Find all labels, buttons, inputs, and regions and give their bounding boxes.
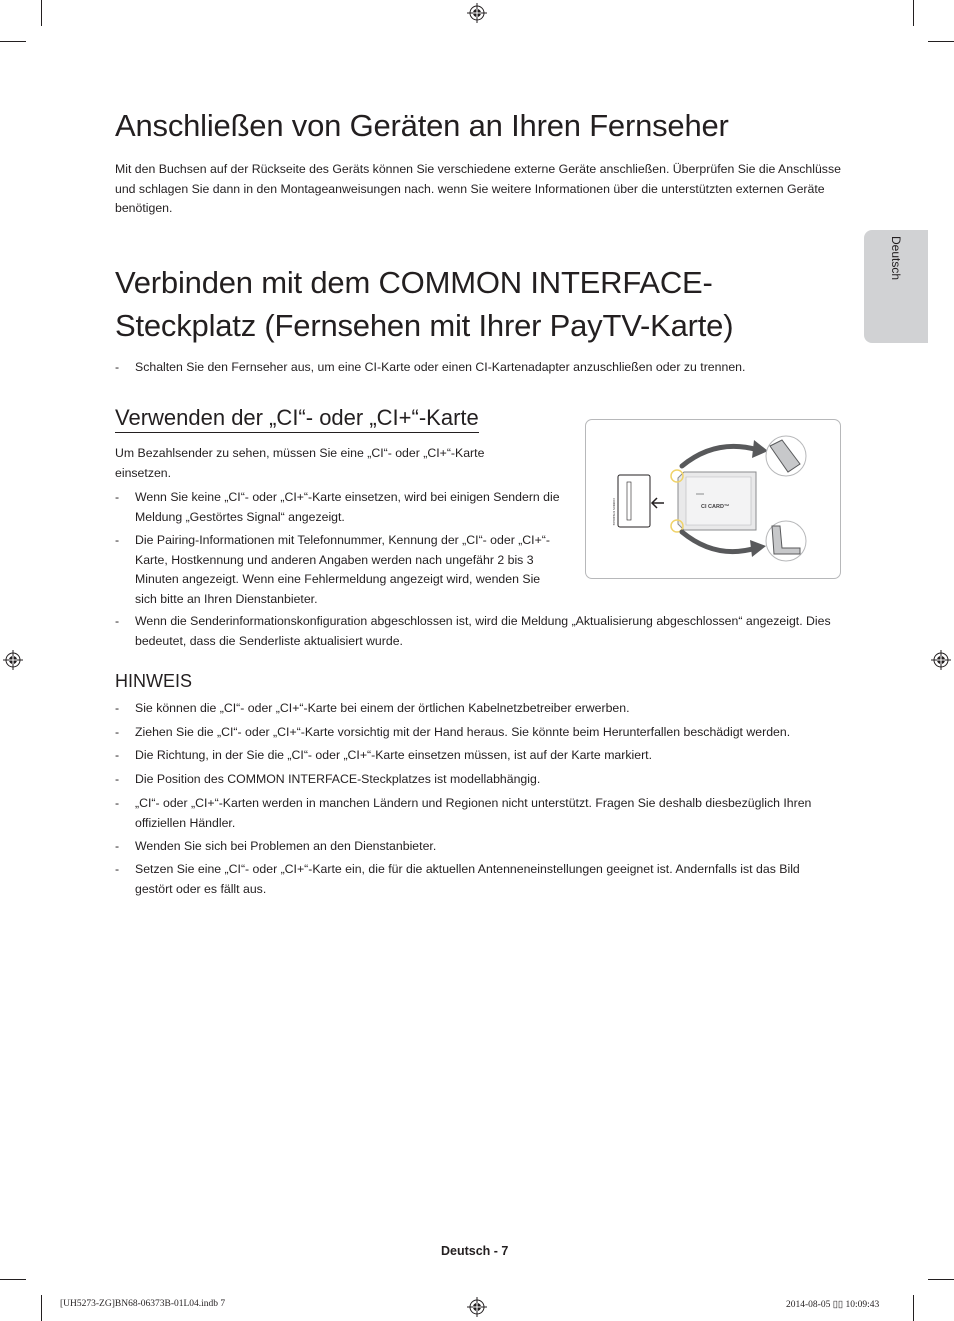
bullet-marker: - <box>115 360 120 374</box>
list-item <box>115 699 845 719</box>
bullet-marker: - <box>115 701 120 715</box>
bullet-marker: - <box>115 490 120 504</box>
list-item <box>115 860 830 899</box>
flip-arrow-bottom-head <box>750 540 766 557</box>
section-note <box>115 358 845 378</box>
slot-label: COMMON INTERFACE <box>612 498 615 526</box>
list-item-text: Ziehen Sie die „CI“- oder „CI+“-Karte vorsichtig mit der Hand heraus. Sie könnte beim Herunterfallen beschädigt werden. <box>135 725 791 739</box>
list-item <box>115 612 835 651</box>
bullet-marker: - <box>115 796 120 810</box>
registration-mark-icon <box>467 3 487 23</box>
list-item <box>115 746 845 766</box>
section-title <box>115 261 733 347</box>
section-note-text: Schalten Sie den Fernseher aus, um eine CI-Karte oder einen CI-Kartenadapter anzuschließen oder zu trennen. <box>135 360 746 374</box>
language-tab-label <box>864 230 928 343</box>
bullet-marker: - <box>115 748 120 762</box>
ci-card-body <box>686 477 751 525</box>
crop-mark <box>41 1295 42 1321</box>
crop-mark <box>0 41 26 42</box>
page-title: Anschließen von Geräten an Ihren Fernseher <box>115 108 729 143</box>
crop-mark <box>41 0 42 26</box>
section-title-line: Steckplatz (Fernsehen mit Ihrer PayTV-Karte) <box>115 308 734 343</box>
subsection-intro: Um Bezahlsender zu sehen, müssen Sie eine „CI“- oder „CI+“-Karte einsetzen. <box>115 446 485 480</box>
slot-opening <box>627 482 631 520</box>
bullet-marker: - <box>115 839 120 853</box>
crop-mark <box>913 1295 914 1321</box>
registration-mark-icon <box>467 1297 487 1317</box>
section-title-line: Verbinden mit dem COMMON INTERFACE- <box>115 265 713 300</box>
list-item <box>115 837 845 857</box>
list-item-text: Die Richtung, in der Sie die „CI“- oder „CI+“-Karte einsetzen müssen, ist auf der Karte markiert. <box>135 748 653 762</box>
list-item <box>115 794 835 833</box>
language-tab-text: Deutsch <box>889 236 903 281</box>
crop-mark <box>928 41 954 42</box>
ci-card-label: CI CARD™ <box>701 504 730 510</box>
note-title: HINWEIS <box>115 671 193 691</box>
list-item-text: Sie können die „CI“- oder „CI+“-Karte bei einem der örtlichen Kabelnetzbetreiber erwerben. <box>135 701 630 715</box>
ci-card-diagram <box>586 420 840 578</box>
list-item <box>115 723 845 743</box>
bullet-marker: - <box>115 725 120 739</box>
crop-mark <box>0 1279 26 1280</box>
tv-slot <box>618 475 650 527</box>
flip-arrow-top <box>682 446 758 466</box>
list-item-text: Die Pairing-Informationen mit Telefonnummer, Kennung der „CI“- oder „CI+“-Karte, Hostkennung und anderen Angaben werden nach ungefähr 2 bis 3 Minuten angezeigt. Wenn eine Fehlermeldung angezeigt wird, wenden Sie sich bitte an Ihren Dienstanbieter. <box>135 533 550 606</box>
subsection-title: Verwenden der „CI“- oder „CI+“-Karte <box>115 405 479 433</box>
list-item <box>115 488 560 527</box>
crop-mark <box>913 0 914 26</box>
bullet-marker: - <box>115 862 120 876</box>
crop-mark <box>928 1279 954 1280</box>
list-item-text: Setzen Sie eine „CI“- oder „CI+“-Karte ein, die für die aktuellen Antenneneinstellungen geeignet ist. Andernfalls ist das Bild gestört oder es fällt aus. <box>135 862 800 896</box>
bullet-marker: - <box>115 772 120 786</box>
registration-mark-icon <box>931 650 951 670</box>
registration-mark-icon <box>3 650 23 670</box>
list-item <box>115 531 560 609</box>
list-item-text: „CI“- oder „CI+“-Karten werden in manchen Ländern und Regionen nicht unterstützt. Fragen Sie deshalb diesbezüglich Ihren offiziellen Händler. <box>135 796 812 830</box>
flip-arrow-bottom <box>682 532 756 552</box>
list-item-text: Die Position des COMMON INTERFACE-Steckplatzes ist modellabhängig. <box>135 772 541 786</box>
page-number: Deutsch - 7 <box>441 1244 509 1258</box>
list-item-text: Wenden Sie sich bei Problemen an den Dienstanbieter. <box>135 839 437 853</box>
list-item-text: Wenn die Senderinformationskonfiguration abgeschlossen ist, wird die Meldung „Aktualisierung abgeschlossen“ angezeigt. Dies bedeutet, dass die Senderliste aktualisiert wurde. <box>135 614 831 648</box>
bullet-marker: - <box>115 614 120 628</box>
list-item-text: Wenn Sie keine „CI“- oder „CI+“-Karte einsetzen, wird bei einigen Sendern die Meldung „Gestörtes Signal“ angezeigt. <box>135 490 560 524</box>
bullet-marker: - <box>115 533 120 547</box>
intro-paragraph: Mit den Buchsen auf der Rückseite des Geräts können Sie verschiedene externe Geräte anschließen. Überprüfen Sie die Anschlüsse und schlagen Sie dann in den Montageanweisungen nach. wenn Sie weitere Informationen über die unterstützten externen Geräte benötigen. <box>115 162 841 215</box>
footer-datetime: 2014-08-05 ▯▯ 10:09:43 <box>786 1300 880 1310</box>
footer-file-info: [UH5273-ZG]BN68-06373B-01L04.indb 7 <box>60 1299 226 1309</box>
list-item <box>115 770 845 790</box>
ci-card-illustration <box>585 419 841 579</box>
